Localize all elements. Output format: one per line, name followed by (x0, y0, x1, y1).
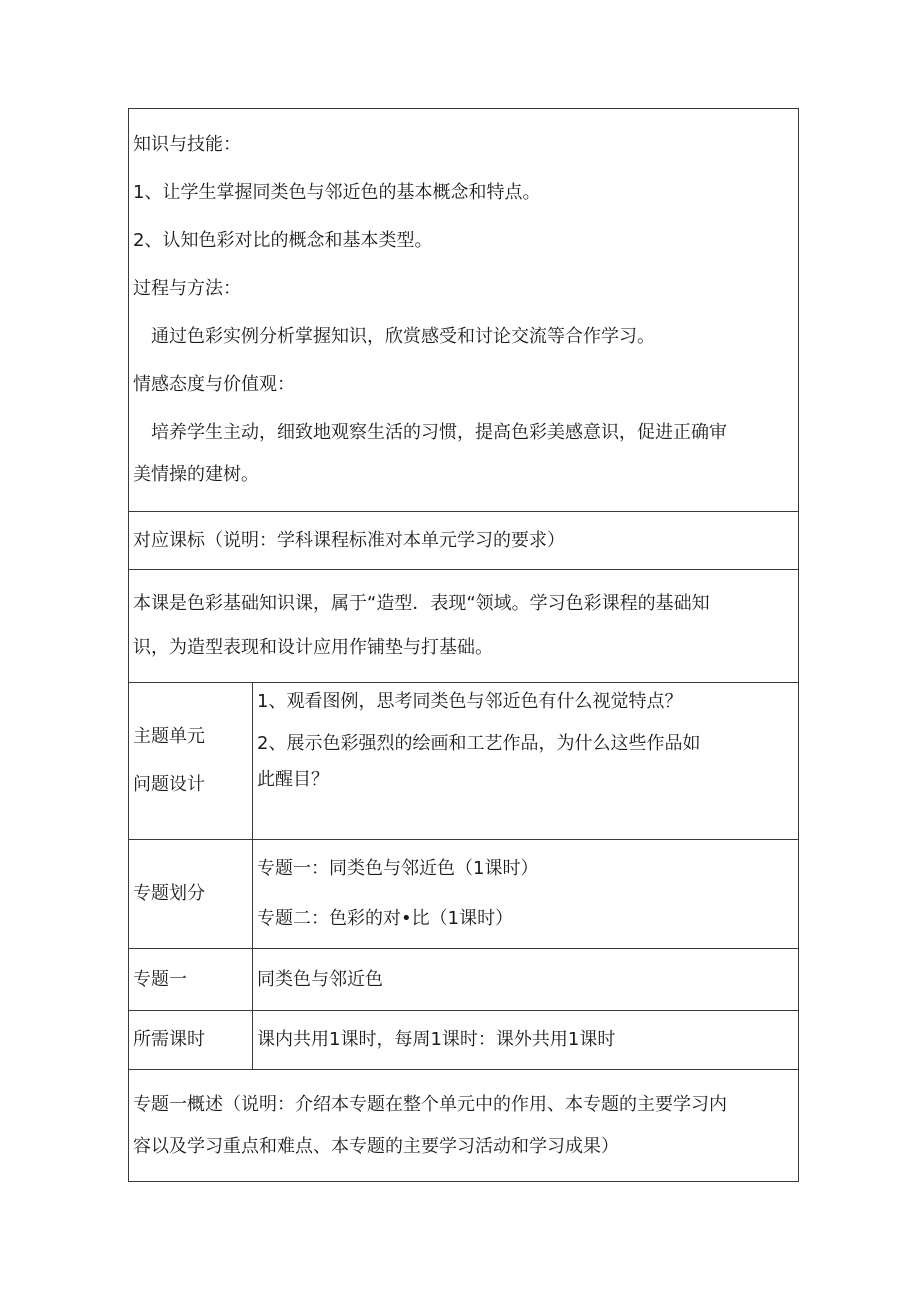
objectives-cell (129, 109, 799, 512)
objectives-row (129, 109, 799, 512)
unit-question-label-line-2: 问题设计 (133, 774, 205, 795)
attitude-text-line-1: 培养学生主动，细致地观察生活的习惯，提高色彩美感意识，促进正确审 (151, 422, 727, 443)
topic-one-label: 专题一 (133, 968, 187, 990)
topics-label-cell (129, 840, 253, 949)
topic-one-row (129, 949, 799, 1011)
standard-heading-cell (129, 512, 799, 570)
unit-question-label-cell (129, 683, 253, 840)
topics-content-cell (253, 840, 799, 949)
overview-row (129, 1070, 799, 1182)
knowledge-item-1: 1、让学生掌握同类色与邻近色的基本概念和特点。 (133, 182, 541, 203)
topic-one-value-cell (253, 949, 799, 1011)
standard-heading: 对应课标（说明：学科课程标准对本单元学习的要求） (133, 529, 565, 551)
hours-label-cell (129, 1011, 253, 1070)
process-text: 通过色彩实例分析掌握知识，欣赏感受和讨论交流等合作学习。 (151, 326, 655, 347)
topic-1: 专题一：同类色与邻近色（1课时） (257, 858, 539, 879)
topics-label: 专题划分 (133, 883, 205, 904)
topic-2: 专题二：色彩的对•比（1课时） (257, 908, 514, 929)
attitude-text-line-2: 美情操的建树。 (133, 464, 259, 485)
standard-text-cell (129, 570, 799, 683)
knowledge-heading: 知识与技能： (133, 134, 241, 155)
lesson-plan-table (128, 108, 799, 1182)
process-heading: 过程与方法： (133, 278, 241, 299)
hours-value: 课内共用1课时，每周1课时：课外共用1课时 (257, 1029, 616, 1050)
topic-one-label-cell (129, 949, 253, 1011)
attitude-heading: 情感态度与价值观： (133, 374, 295, 395)
unit-question-content-cell (253, 683, 799, 840)
unit-question-2-line-1: 2、展示色彩强烈的绘画和工艺作品，为什么这些作品如 (257, 733, 701, 754)
standard-text-row (129, 570, 799, 683)
overview-line-1: 专题一概述（说明：介绍本专题在整个单元中的作用、本专题的主要学习内 (133, 1093, 727, 1115)
topics-row (129, 840, 799, 949)
knowledge-item-2: 2、认知色彩对比的概念和基本类型。 (133, 230, 433, 251)
standard-heading-row (129, 512, 799, 570)
unit-question-label-line-1: 主题单元 (133, 726, 205, 747)
topic-one-value: 同类色与邻近色 (257, 968, 383, 990)
hours-row (129, 1011, 799, 1070)
standard-text-line-1: 本课是色彩基础知识课，属于“造型．表现“领域。学习色彩课程的基础知 (133, 593, 710, 614)
unit-question-row (129, 683, 799, 840)
unit-question-2-line-2: 此醒目？ (257, 769, 329, 790)
hours-value-cell (253, 1011, 799, 1070)
overview-line-2: 容以及学习重点和难点、本专题的主要学习活动和学习成果） (133, 1135, 619, 1157)
overview-cell (129, 1070, 799, 1182)
unit-question-1: 1、观看图例，思考同类色与邻近色有什么视觉特点？ (257, 691, 683, 712)
hours-label: 所需课时 (133, 1029, 205, 1050)
standard-text-line-2: 识，为造型表现和设计应用作铺垫与打基础。 (133, 637, 493, 658)
